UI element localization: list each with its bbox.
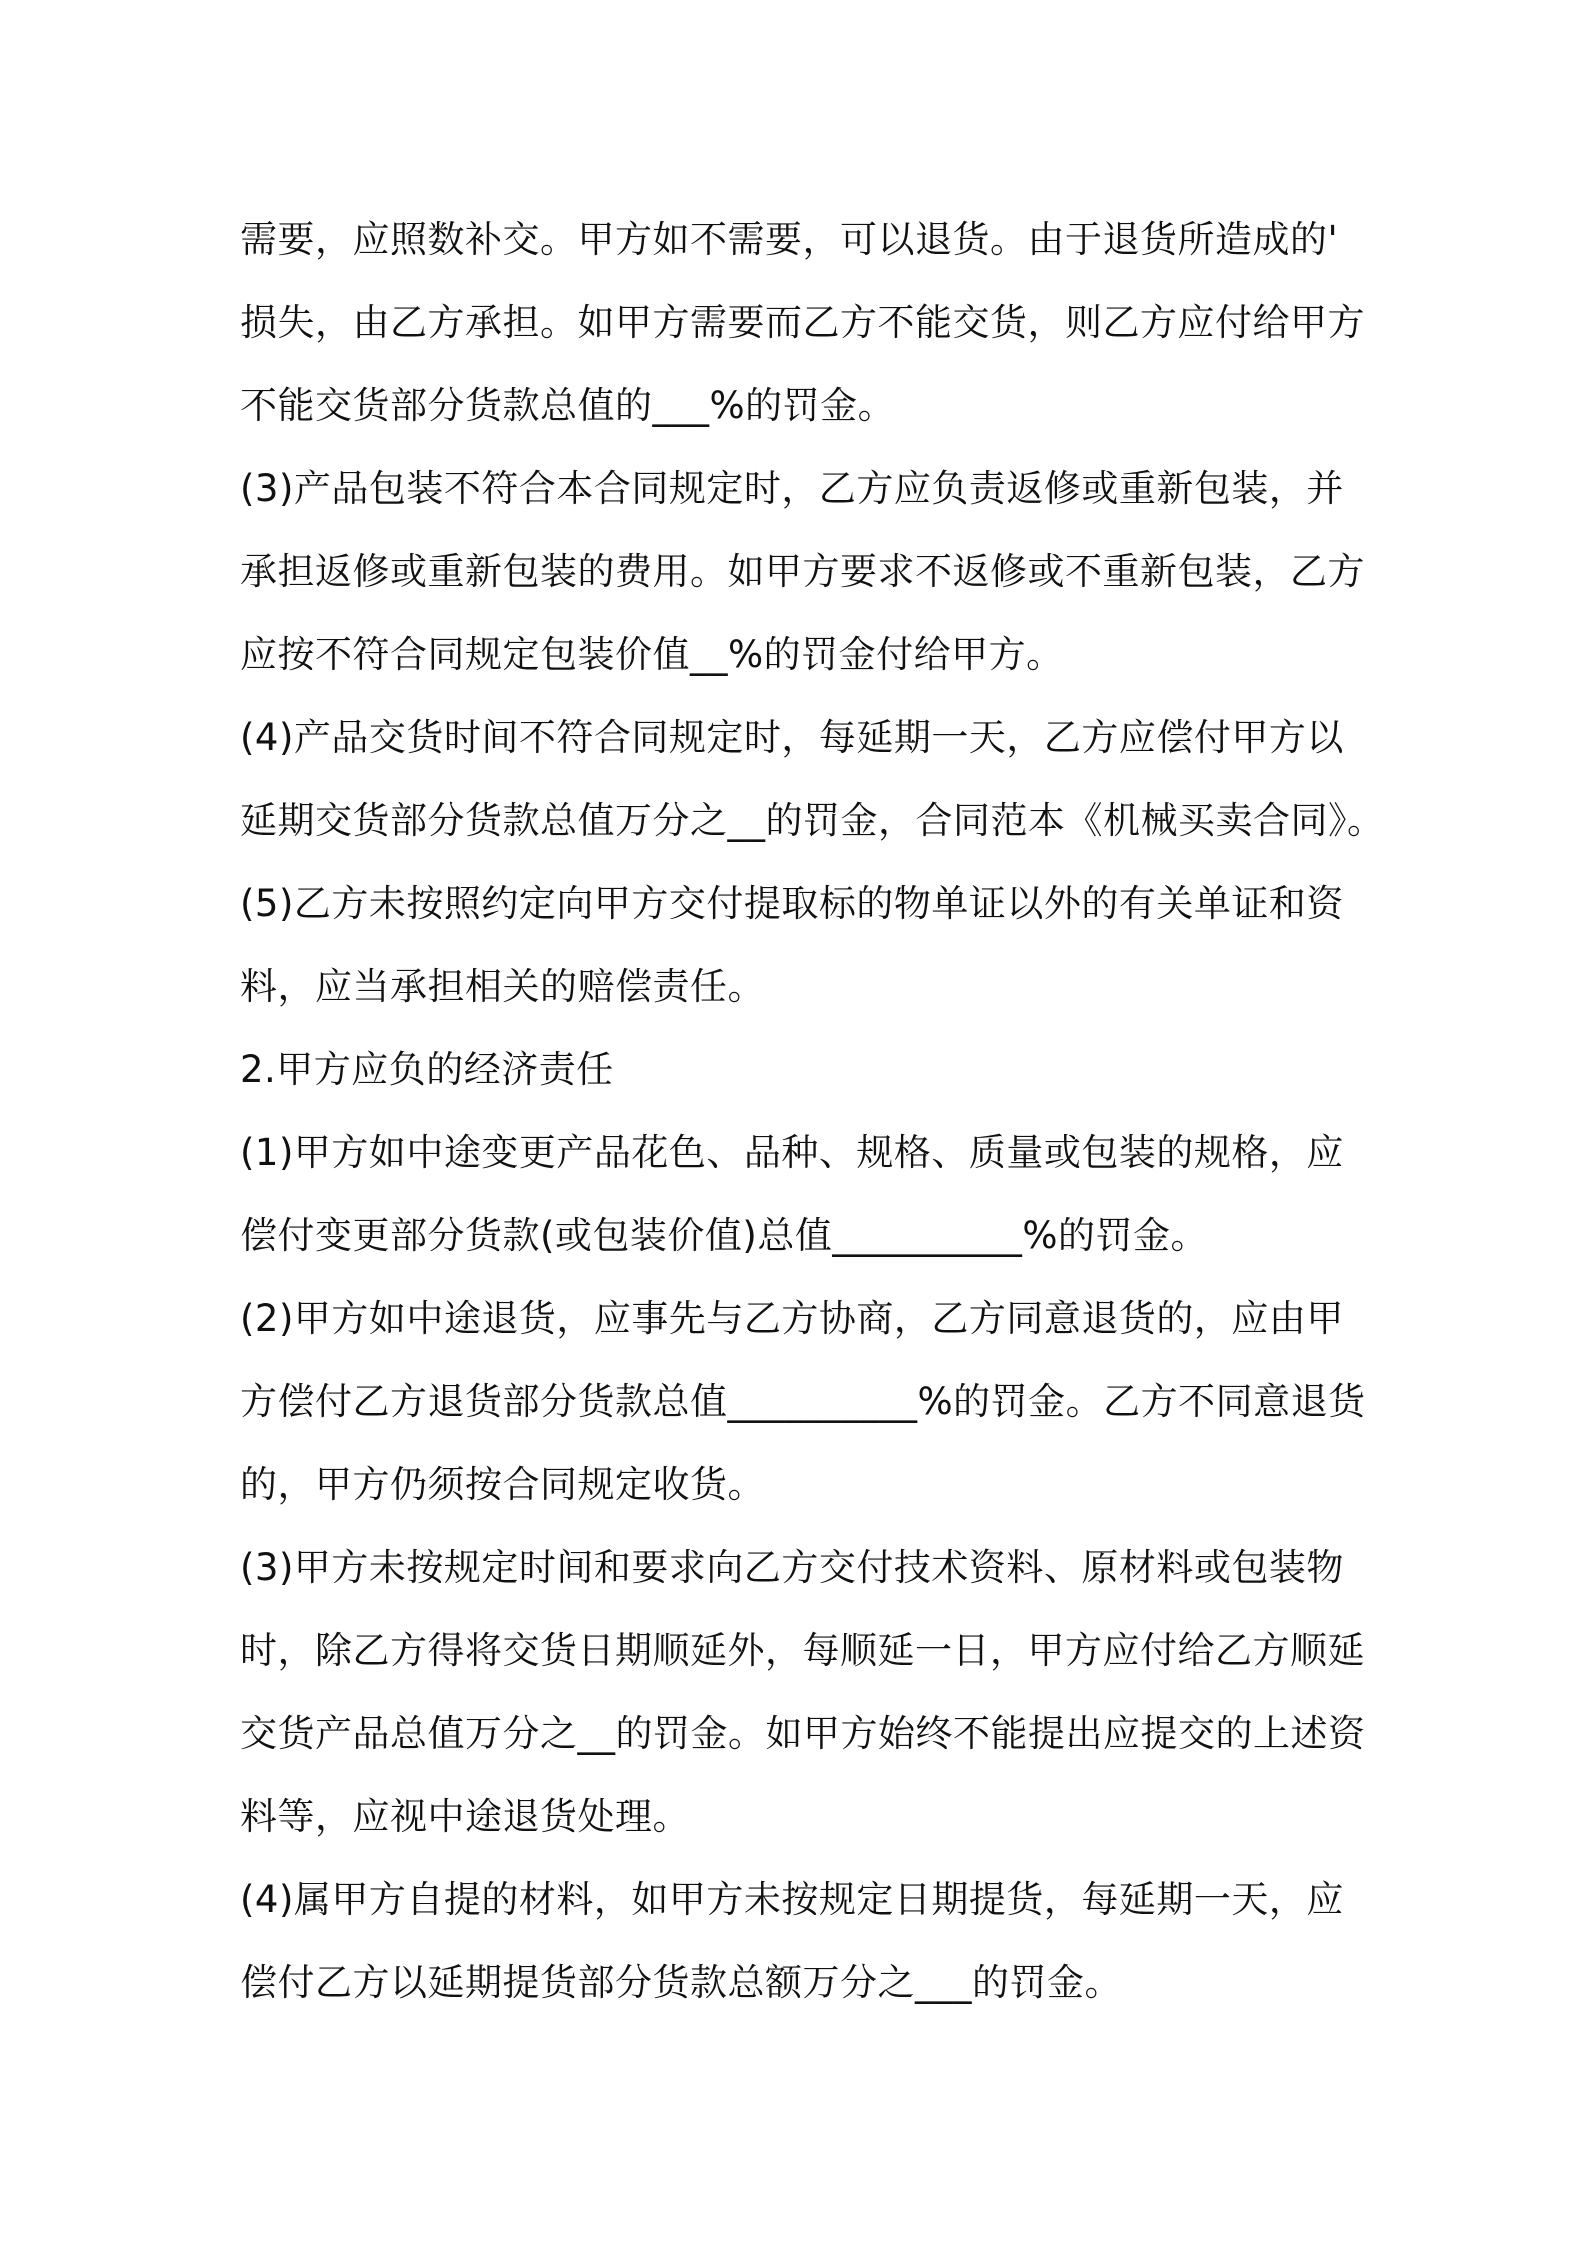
text-line: 应按不符合同规定包装价值__%的罚金付给甲方。 (240, 633, 1064, 676)
text-line: 的，甲方仍须按合同规定收货。 (240, 1463, 765, 1506)
text-line: 方偿付乙方退货部分货款总值__________%的罚金。乙方不同意退货 (240, 1380, 1366, 1423)
text-line: 时，除乙方得将交货日期顺延外，每顺延一日，甲方应付给乙方顺延 (240, 1629, 1365, 1672)
text-line: 损失，由乙方承担。如甲方需要而乙方不能交货，则乙方应付给甲方 (240, 301, 1365, 344)
text-line: 偿付乙方以延期提货部分货款总额万分之___的罚金。 (240, 1961, 1122, 2004)
text-line: (4)属甲方自提的材料，如甲方未按规定日期提货，每延期一天，应 (240, 1878, 1344, 1921)
text-line: 料等，应视中途退货处理。 (240, 1795, 690, 1838)
text-line: (3)甲方未按规定时间和要求向乙方交付技术资料、原材料或包装物 (240, 1546, 1344, 1589)
text-line: (5)乙方未按照约定向甲方交付提取标的物单证以外的有关单证和资 (240, 882, 1344, 925)
text-line: 承担返修或重新包装的费用。如甲方要求不返修或不重新包装，乙方 (240, 550, 1365, 593)
text-line: (3)产品包装不符合本合同规定时，乙方应负责返修或重新包装，并 (240, 467, 1344, 510)
text-line: (2)甲方如中途退货，应事先与乙方协商，乙方同意退货的，应由甲 (240, 1297, 1344, 1340)
text-line: 偿付变更部分货款(或包装价值)总值__________%的罚金。 (240, 1214, 1209, 1257)
text-line: 不能交货部分货款总值的___%的罚金。 (240, 384, 896, 427)
document-body (240, 198, 1390, 2024)
text-line: 交货产品总值万分之__的罚金。如甲方始终不能提出应提交的上述资 (240, 1712, 1366, 1755)
text-line: (1)甲方如中途变更产品花色、品种、规格、质量或包装的规格，应 (240, 1131, 1344, 1174)
text-line: 延期交货部分货款总值万分之__的罚金，合同范本《机械买卖合同》。 (240, 799, 1385, 842)
text-line: 需要，应照数补交。甲方如不需要，可以退货。由于退货所造成的' (240, 218, 1339, 261)
text-line: 料，应当承担相关的赔偿责任。 (240, 965, 765, 1008)
section-heading: 2.甲方应负的经济责任 (240, 1048, 614, 1091)
text-line: (4)产品交货时间不符合同规定时，每延期一天，乙方应偿付甲方以 (240, 716, 1344, 759)
